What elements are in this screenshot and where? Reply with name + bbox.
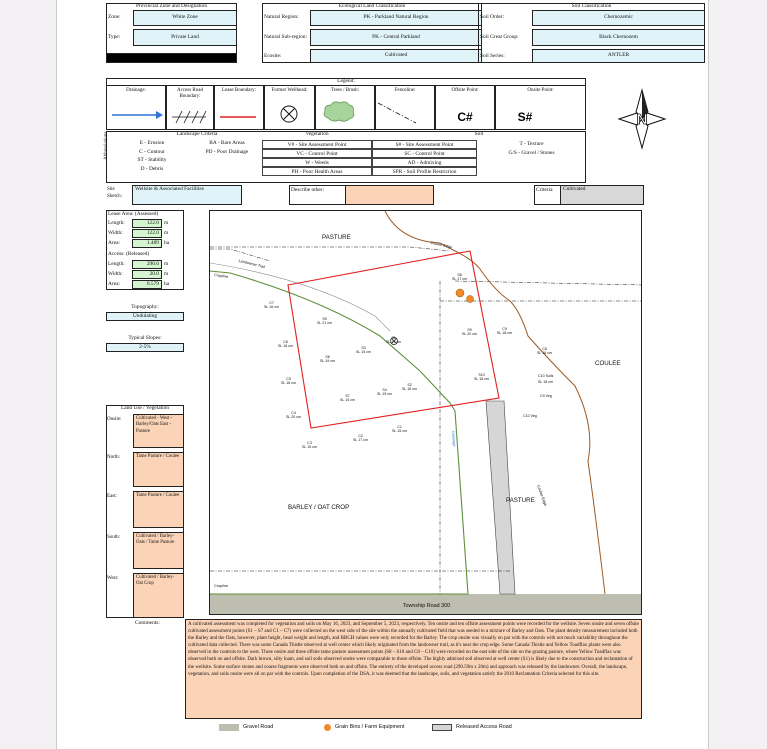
map-legend-bar: [185, 721, 642, 733]
land-use-row-value: Tame Pasture / Coulee: [133, 491, 184, 528]
point-id: C8: [542, 347, 547, 351]
fence-icon: [378, 103, 416, 123]
describe-value: [345, 185, 434, 205]
svg-text:N: N: [636, 111, 648, 128]
lease-row-label: Width:: [108, 271, 123, 277]
map-graphics: [210, 211, 642, 615]
landscape-abbr-item: D - Debris: [140, 165, 164, 172]
assessment-point-label: [356, 347, 371, 354]
point-id: C5: [286, 377, 291, 381]
land-use-row-label: East:: [107, 494, 117, 499]
assessment-point-label: [452, 274, 467, 281]
soil-abbr-title: Soil: [474, 131, 484, 137]
landowner-trail-label: Landowner Trail: [238, 258, 266, 270]
assessed-title: Lease Area: (Assessed): [108, 211, 159, 217]
point-id: S8: [457, 273, 462, 277]
black-bar: [106, 53, 237, 63]
topography-value: Undulating: [106, 312, 184, 321]
access-road-hatch-icon: [172, 111, 206, 123]
comments-label: Comments:: [135, 620, 160, 626]
landscape-abbr-item: BA - Bare Areas: [209, 140, 245, 146]
subregion-label: Natural Sub-region:: [264, 34, 307, 40]
point-depth: SL 21 cm: [317, 320, 333, 325]
land-use-title: Land Use / Vegetation: [121, 405, 169, 411]
point-depth: SL 18 cm: [474, 376, 490, 381]
lease-row-unit: m: [164, 261, 169, 267]
soil-group-label: Soil Great Group:: [480, 34, 519, 40]
assessment-point-label: [392, 426, 407, 433]
landscape-abbr-item: PD - Poor Drainage: [205, 148, 249, 155]
land-use-row-value: Cultivated - West - Barley/Oats East - Pasture: [133, 414, 184, 448]
land-use-row-label: North:: [107, 455, 121, 460]
soil-abbr-item: S# - Site Assessment Point: [372, 140, 477, 149]
comments-text: A cultivated assessment was completed for vegetation and soils on May 16, 2023, and September 5, 2023, respectively. Ten onsite and ten offsite assessment points were recorded for the wellsite. Seven onsite and seven offsite cultivated assessment points (S1 – S7 and C1 – C7) were collected on the west side of the site within the annually cultivated field that was seeded to a mixture of Barley and Oats. The plant density measurement included both the Barley and the Oats, however, plant height, head weight and length, and BBCH values were only recorded for the Barley. The crop onsite was visually on par with the controls with not much variability throughout the cultivated data collected. There was some Canada Thistle observed at well center which likely originated from the landowner trail, as it's near the crop edge. Some Canada Thistle and Yellow Toadflax plants were also observed in the controls to the west. Three onsite and three offsite tame pasture assessment points (S8 – S10 and C8 – C10) were recorded on the east side of the site on the grazing pasture, where Yellow Toadflax was observed both on and offsite. Dark brown, silty loam, and soil soils observed onsite were comparable to those offsite. The highly admixed soil observed at well center (S1) is likely due to the construction and reclamation of the wellsite. Some surface stones and coarse fragments were observed both on and offsite. The entirety of the developed access road (290.59m x 20m) and approach was released by the landowner. Overall, the landscape, vegetation, and soils onsite were all on par with the controls. Upon completion of the DSA, it was deemed that the landscape, soils, and vegetation satisfy the 2010 Reclamation Criteria selected for this site.: [185, 619, 642, 719]
lease-row-label: Length:: [108, 261, 125, 267]
point-id: C2: [358, 434, 363, 438]
fenceline: [455, 281, 642, 285]
criteria-label: Criteria: [536, 187, 553, 193]
lease-row-value: 0.579: [132, 280, 162, 289]
assessment-point-label: [278, 341, 293, 348]
lease-row-label: Length:: [108, 220, 125, 226]
legend-item-label: Onsite Point:: [527, 88, 554, 93]
grain-bin: [456, 289, 464, 297]
ecosite-label: Ecosite:: [264, 53, 282, 59]
point-depth: SL 16 cm: [537, 350, 553, 355]
landscape-abbr-item: ST - Stability: [137, 157, 167, 163]
assessment-point-label: [353, 435, 368, 442]
map-annotation: SL 18 cm: [538, 380, 554, 384]
legend-item-label: Fenceline:: [394, 88, 416, 93]
drainage-arrow-icon: [112, 111, 163, 119]
point-id: C7: [269, 301, 274, 305]
legend-item-label: Lease Boundary:: [221, 88, 257, 93]
lease-row-unit: ha: [164, 281, 170, 287]
lease-row-value: 20.0: [132, 270, 162, 279]
trees-icon: [324, 102, 354, 121]
point-depth: SL 19 cm: [377, 391, 393, 396]
offsite-symbol: C#: [457, 110, 473, 124]
coulee-label: COULEE: [595, 360, 621, 367]
cropline-bottom-label: Cropline: [214, 584, 229, 588]
soil-abbr-item: SPR - Soil Profile Restriction: [372, 167, 477, 176]
vegetation-abbr-item: PH - Poor Health Areas: [262, 167, 372, 176]
soil-series-value: ANTLER: [532, 49, 705, 63]
grain-bin: [467, 296, 474, 303]
released-road-swatch: [432, 724, 452, 731]
point-depth: SL 17 cm: [386, 339, 402, 344]
lease-row-label: Area:: [108, 240, 120, 246]
describe-label: Describe other:: [291, 187, 325, 193]
lease-row-value: 122.0: [132, 229, 162, 238]
point-id: S10: [478, 373, 485, 377]
point-id: S1: [391, 336, 396, 340]
soil-abbr-item: SC - Control Point: [372, 149, 477, 158]
lease-row-label: Area:: [108, 281, 120, 287]
legend-item-label: Drainage:: [126, 88, 146, 93]
grain-bin-swatch: [324, 724, 331, 731]
point-depth: SL 16 cm: [264, 304, 280, 309]
document-page: [56, 0, 709, 749]
lease-row-label: Width:: [108, 230, 123, 236]
drainage-label: Drainage: [450, 430, 457, 447]
assessment-point-label: [320, 356, 335, 363]
point-depth: SL 15 cm: [302, 444, 318, 449]
region-label: Natural Region:: [264, 14, 299, 20]
landscape-abbr-item: C - Contour: [139, 148, 165, 155]
region-value: PK - Parkland Natural Region: [310, 10, 482, 26]
point-depth: SL 19 cm: [320, 358, 336, 363]
slopes-value: 2-5%: [106, 343, 184, 352]
vegetation-abbr-item: V# - Site Assessment Point: [262, 140, 372, 149]
soil-group-value: Black Chernozem: [532, 29, 705, 46]
land-use-row-value: Cultivated / Barley-Oat Crop: [133, 573, 184, 618]
point-depth: SL 18 cm: [497, 330, 513, 335]
soil-abbr-item: G/S - Gravel / Stones: [508, 150, 555, 156]
legend-title: Legend:: [337, 78, 355, 84]
point-depth: SL 16 cm: [278, 343, 294, 348]
point-depth: SL 20 cm: [286, 414, 302, 419]
point-id: S5: [322, 317, 327, 321]
point-id: S9: [467, 328, 472, 332]
land-use-row-value: Tame Pasture / Coulee: [133, 452, 184, 487]
lease-row-unit: m: [164, 220, 169, 226]
land-use-row-label: South:: [107, 535, 121, 540]
lease-row-unit: ha: [164, 240, 170, 246]
type-value: Private Land: [133, 29, 237, 46]
point-depth: SL 15 cm: [356, 349, 372, 354]
assessment-point-label: [386, 337, 401, 344]
soil-order-value: Chernozemic: [532, 10, 705, 26]
assessment-point-label: [286, 412, 301, 419]
land-use-row-value: Cultivated / Barley-Oats / Tame Pasture: [133, 532, 184, 569]
point-id: S4: [382, 388, 387, 392]
soil-class-title: Soil Classification: [571, 3, 612, 9]
soil-abbr-item: T - Texture: [519, 141, 544, 147]
type-label: Type:: [108, 34, 121, 40]
lease-row-unit: m: [164, 230, 169, 236]
gravel-road-legend-label: Gravel Road: [243, 724, 274, 730]
assessment-point-label: [302, 442, 317, 449]
wellhead-icon: [281, 106, 297, 122]
vegetation-abbr-item: W - Weeds: [262, 158, 372, 167]
point-depth: SL 20 cm: [462, 331, 478, 336]
abbreviations-side-label: Abbreviations: [104, 131, 109, 160]
point-id: S3: [361, 346, 366, 350]
site-sketch-map: [209, 210, 642, 615]
assessment-point-label: [377, 389, 392, 396]
provincial-title: Provincial Zone and Designation: [135, 3, 208, 9]
site-sketch-value: Wellsite & Associated Facilities: [132, 185, 242, 205]
topography-title: Topography:: [131, 304, 159, 310]
point-id: C3: [307, 441, 312, 445]
land-use-row-label: West:: [107, 576, 119, 581]
grain-bins-legend-label: Grain Bins / Farm Equipment: [335, 724, 405, 730]
lease-row-value: 122.0: [132, 219, 162, 228]
assessment-point-label: [462, 329, 477, 336]
barley-label: BARLEY / OAT CROP: [288, 504, 350, 511]
assessment-point-label: [317, 318, 332, 325]
gravel-road-swatch: [219, 724, 239, 731]
township-road-label: Township Road 300: [402, 603, 451, 609]
point-id: S6: [325, 355, 330, 359]
ecosite-value: Cultivated: [310, 49, 482, 63]
onsite-symbol: S#: [517, 110, 533, 124]
legend-item-label: Access Road Boundary:: [177, 88, 203, 100]
map-annotation: C9 Veg: [540, 394, 552, 398]
point-id: C4: [291, 411, 296, 415]
slopes-title: Typical Slopes:: [128, 335, 162, 341]
point-depth: SL 16 cm: [402, 386, 418, 391]
legend-item-label: Trees / Brush:: [330, 88, 360, 93]
point-id: S7: [345, 394, 350, 398]
site-sketch-label: Site Sketch:: [107, 187, 122, 199]
criteria-value: Cultivated: [560, 185, 644, 205]
assessment-point-label: [264, 302, 279, 309]
point-depth: SL 15 cm: [392, 428, 408, 433]
cropline-top-label: Cropline: [213, 273, 229, 279]
vegetation-abbr-item: VC - Control Point: [262, 149, 372, 158]
legend-item-label: Offsite Point:: [451, 88, 479, 93]
pasture-east-label: PASTURE: [506, 497, 535, 504]
coulee-edge-top-label: Coulee Edge: [430, 240, 453, 250]
lease-row-value: 1.489: [132, 239, 162, 248]
point-id: S2: [407, 383, 412, 387]
released-road-legend-label: Released Access Road: [456, 724, 512, 730]
subregion-value: PK - Central Parkland: [310, 29, 482, 46]
legend-icons: [106, 85, 586, 130]
point-depth: SL 17 cm: [353, 437, 369, 442]
map-annotation: C10 Veg: [523, 414, 537, 418]
lease-row-value: 290.6: [132, 260, 162, 269]
access-title: Access: (Released): [108, 251, 150, 257]
landscape-title: Landscape Criteria: [176, 131, 218, 137]
map-annotation: C10 Soils: [538, 374, 554, 378]
assessment-point-label: [281, 378, 296, 385]
legend-item-label: Former Wellhead:: [271, 88, 308, 93]
assessment-point-label: [474, 374, 489, 381]
zone-value: White Zone: [133, 10, 237, 26]
lease-row-unit: m: [164, 271, 169, 277]
north-arrow-icon: [617, 88, 667, 150]
point-id: C9: [502, 327, 507, 331]
point-id: C6: [283, 340, 288, 344]
soil-order-label: Soil Order:: [480, 14, 505, 20]
landscape-abbr-item: E - Erosion: [139, 140, 165, 146]
point-id: C1: [397, 425, 402, 429]
pasture-north-label: PASTURE: [322, 234, 351, 241]
assessment-point-label: [402, 384, 417, 391]
cropline-line: [210, 271, 468, 594]
point-depth: SL 15 cm: [340, 397, 356, 402]
ecological-title: Ecological Land Classification: [338, 3, 406, 9]
zone-label: Zone:: [108, 14, 121, 20]
assessment-point-label: [497, 328, 512, 335]
point-depth: SL 17 cm: [452, 276, 468, 281]
soil-abbr-item: AD - Admixing: [372, 158, 477, 167]
assessment-point-label: [340, 395, 355, 402]
point-depth: SL 18 cm: [281, 380, 297, 385]
vegetation-title: Vegetation: [305, 131, 329, 137]
soil-series-label: Soil Series:: [480, 53, 505, 59]
coulee-edge-right-label: Coulee Edge: [536, 484, 548, 507]
land-use-row-label: Onsite:: [107, 417, 122, 422]
assessment-point-label: [537, 348, 552, 355]
